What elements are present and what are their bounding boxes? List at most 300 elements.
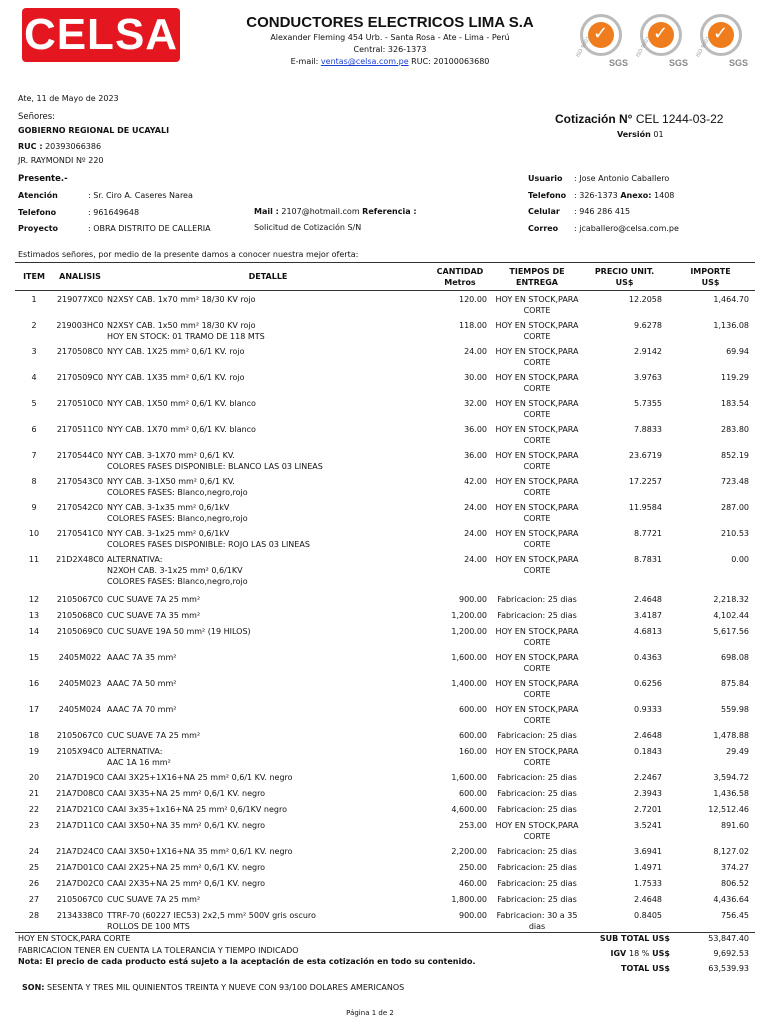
row-detail — [107, 743, 429, 769]
delivery-line: HOY EN STOCK,PARA — [495, 746, 579, 756]
row-item: 19 — [28, 746, 40, 756]
row-amount: 3,594.72 — [713, 772, 749, 782]
row-qty: 36.00 — [464, 424, 487, 434]
row-price: 12.2058 — [628, 295, 662, 304]
proyecto-value: : OBRA DISTRITO DE CALLERIA — [88, 224, 211, 233]
quote-number: CEL 1244-03-22 — [635, 112, 724, 126]
row-item: 13 — [28, 610, 40, 620]
detail-line: CAAI 3X35+NA 25 mm² 0,6/1 KV. negro — [107, 788, 266, 798]
page-number: Página 1 de 2 — [346, 1009, 394, 1017]
row-item: 15 — [28, 652, 40, 662]
detail-line: NYY CAB. 1X50 mm² 0,6/1 KV. blanco — [107, 398, 256, 408]
row-qty: 600.00 — [459, 730, 487, 740]
row-delivery — [491, 447, 583, 473]
row-qty: 253.00 — [459, 820, 487, 830]
row-price: 4.6813 — [634, 626, 662, 636]
row-item: 9 — [31, 502, 37, 512]
table-row — [15, 369, 755, 395]
row-delivery — [491, 317, 583, 343]
delivery-line: HOY EN STOCK,PARA — [495, 320, 579, 330]
delivery-line: HOY EN STOCK,PARA — [495, 652, 579, 662]
row-detail — [107, 317, 429, 343]
client-address: JR. RAYMONDI Nº 220 — [18, 156, 104, 165]
row-code: 2405M024 — [58, 704, 102, 714]
row-detail — [107, 875, 429, 891]
celular-label: Celular — [528, 207, 560, 216]
row-delivery — [491, 843, 583, 859]
row-delivery — [491, 623, 583, 649]
row-item: 11 — [28, 554, 40, 564]
row-price: 1.7533 — [634, 878, 662, 888]
row-qty: 24.00 — [464, 346, 487, 356]
row-detail — [107, 607, 429, 623]
delivery-line: CORTE — [523, 487, 551, 497]
row-qty: 42.00 — [464, 476, 487, 486]
table-row — [15, 875, 755, 891]
row-item: 7 — [31, 450, 37, 460]
row-price: 2.4648 — [634, 730, 662, 740]
row-delivery — [491, 591, 583, 607]
delivery-line: HOY EN STOCK,PARA — [495, 398, 579, 408]
row-qty: 4,600.00 — [451, 804, 487, 814]
row-qty: 1,600.00 — [451, 772, 487, 782]
note-stock: HOY EN STOCK,PARA CORTE — [18, 934, 131, 943]
row-delivery — [491, 859, 583, 875]
row-delivery — [491, 801, 583, 817]
col-precio: PRECIO UNIT. US$ — [583, 263, 666, 291]
row-amount: 756.45 — [721, 910, 749, 920]
email-label: E-mail: — [290, 57, 319, 66]
celular-value: : 946 286 415 — [574, 207, 631, 216]
row-price: 23.6719 — [628, 450, 662, 460]
row-price: 2.4648 — [634, 894, 662, 904]
row-item: 28 — [28, 910, 40, 920]
delivery-line: CORTE — [523, 663, 551, 673]
igv-value: 9,692.53 — [713, 949, 749, 958]
table-row — [15, 499, 755, 525]
detail-line: TTRF-70 (60227 IEC53) 2x2,5 mm² 500V gris oscuro — [107, 910, 316, 920]
row-code: 2170510C0 — [56, 398, 104, 408]
row-item: 21 — [28, 788, 40, 798]
row-price: 9.6278 — [634, 320, 662, 330]
row-code: 2405M022 — [58, 652, 102, 662]
row-item: 17 — [28, 704, 40, 714]
table-row — [15, 785, 755, 801]
row-delivery — [491, 769, 583, 785]
row-price: 7.8833 — [634, 424, 662, 434]
table-row — [15, 473, 755, 499]
delivery-line: HOY EN STOCK,PARA — [495, 528, 579, 538]
row-code: 219003HC0 — [56, 320, 104, 330]
delivery-line: CORTE — [523, 831, 551, 841]
company-ruc: RUC: 20100063680 — [411, 57, 490, 66]
delivery-line: HOY EN STOCK,PARA — [495, 450, 579, 460]
detail-line: CAAI 3X50+1X16+NA 35 mm² 0,6/1 KV. negro — [107, 846, 293, 856]
row-code: 21A7D02C0 — [56, 878, 104, 888]
table-row — [15, 817, 755, 843]
delivery-line: CORTE — [523, 383, 551, 393]
row-qty: 24.00 — [464, 528, 487, 538]
table-row — [15, 607, 755, 623]
detail-line: ROLLOS DE 100 MTS — [107, 921, 190, 931]
company-name: CONDUCTORES ELECTRICOS LIMA S.A — [246, 14, 534, 31]
row-code: 21A7D11C0 — [56, 820, 104, 830]
row-item: 23 — [28, 820, 40, 830]
row-price: 0.6256 — [634, 678, 662, 688]
row-price: 8.7721 — [634, 528, 662, 538]
row-code: 2105067C0 — [56, 594, 104, 604]
col-detalle: DETALLE — [107, 263, 429, 291]
row-code: 21A7D08C0 — [56, 788, 104, 798]
row-delivery — [491, 701, 583, 727]
table-row — [15, 551, 755, 591]
client-ruc: RUC : 20393066386 — [18, 142, 102, 151]
row-price: 3.9763 — [634, 372, 662, 382]
row-item: 26 — [28, 878, 40, 888]
company-address: Alexander Fleming 454 Urb. - Santa Rosa - Ate - Lima - Perú — [270, 33, 510, 42]
row-detail — [107, 859, 429, 875]
row-code: 2105X94C0 — [56, 746, 104, 756]
row-qty: 24.00 — [464, 502, 487, 512]
delivery-line: Fabricacion: 25 dias — [497, 894, 577, 904]
table-row — [15, 291, 755, 317]
delivery-line: HOY EN STOCK,PARA — [495, 346, 579, 356]
row-price: 2.2467 — [634, 772, 662, 782]
row-code: 21A7D01C0 — [56, 862, 104, 872]
row-detail — [107, 727, 429, 743]
row-price: 5.7355 — [634, 398, 662, 408]
table-row — [15, 395, 755, 421]
row-detail — [107, 499, 429, 525]
table-row — [15, 743, 755, 769]
detail-line: N2XSY CAB. 1x70 mm² 18/30 KV rojo — [107, 295, 256, 304]
row-amount: 374.27 — [721, 862, 749, 872]
row-detail — [107, 551, 429, 591]
table-row — [15, 907, 755, 933]
row-qty: 1,200.00 — [451, 626, 487, 636]
row-delivery — [491, 891, 583, 907]
row-code: 2170511C0 — [56, 424, 104, 434]
detail-line: COLORES FASES DISPONIBLE: BLANCO LAS 03 LINEAS — [107, 461, 323, 471]
row-item: 10 — [28, 528, 40, 538]
detail-line: ALTERNATIVA: — [107, 746, 163, 756]
row-amount: 4,102.44 — [713, 610, 749, 620]
delivery-line: Fabricacion: 25 dias — [497, 878, 577, 888]
table-row — [15, 701, 755, 727]
row-amount: 806.52 — [721, 878, 749, 888]
row-price: 2.3943 — [634, 788, 662, 798]
document-date: Ate, 11 de Mayo de 2023 — [18, 94, 119, 103]
row-item: 8 — [31, 476, 37, 486]
mail-row: Mail : 2107@hotmail.com Referencia : — [254, 207, 417, 216]
row-delivery — [491, 785, 583, 801]
row-amount: 69.94 — [726, 346, 749, 356]
totals-divider — [15, 932, 755, 933]
delivery-line: CORTE — [523, 409, 551, 419]
row-qty: 600.00 — [459, 788, 487, 798]
row-code: 219077XC0 — [56, 295, 104, 304]
table-row — [15, 343, 755, 369]
row-price: 3.4187 — [634, 610, 662, 620]
items-table — [15, 262, 755, 933]
row-delivery — [491, 875, 583, 891]
row-price: 2.9142 — [634, 346, 662, 356]
delivery-line: CORTE — [523, 331, 551, 341]
row-detail — [107, 591, 429, 607]
correo-label: Correo — [528, 224, 559, 233]
row-detail — [107, 623, 429, 649]
row-code: 2134338C0 — [56, 910, 104, 920]
table-row — [15, 447, 755, 473]
row-item: 12 — [28, 594, 40, 604]
row-qty: 1,200.00 — [451, 610, 487, 620]
row-detail — [107, 785, 429, 801]
client-name: GOBIERNO REGIONAL DE UCAYALI — [18, 126, 170, 135]
detail-line: AAC 1A 16 mm² — [107, 757, 171, 767]
delivery-line: Fabricacion: 25 dias — [497, 788, 577, 798]
delivery-line: CORTE — [523, 539, 551, 549]
amount-in-words: SON: SESENTA Y TRES MIL QUINIENTOS TREINTA Y NUEVE CON 93/100 DOLARES AMERICANOS — [22, 983, 405, 992]
detail-line: CAAI 3x35+1x16+NA 25 mm² 0,6/1KV negro — [107, 804, 287, 814]
salutation: Señores: — [18, 112, 56, 122]
delivery-line: Fabricacion: 25 dias — [497, 730, 577, 740]
table-row — [15, 317, 755, 343]
delivery-line: CORTE — [523, 306, 551, 315]
row-delivery — [491, 817, 583, 843]
row-amount: 119.29 — [721, 372, 749, 382]
row-qty: 1,600.00 — [451, 652, 487, 662]
row-delivery — [491, 607, 583, 623]
detail-line: AAAC 7A 50 mm² — [107, 678, 177, 688]
row-amount: 1,436.58 — [713, 788, 749, 798]
row-detail — [107, 817, 429, 843]
detail-line: COLORES FASES: Blanco,negro,rojo — [107, 513, 248, 523]
row-price: 1.4971 — [634, 862, 662, 872]
usuario-value: : Jose Antonio Caballero — [574, 174, 670, 183]
delivery-line: CORTE — [523, 757, 551, 767]
delivery-line: HOY EN STOCK,PARA — [495, 704, 579, 714]
row-code: 21A7D21C0 — [56, 804, 104, 814]
row-price: 0.4363 — [634, 652, 662, 662]
delivery-line: HOY EN STOCK,PARA — [495, 554, 579, 564]
delivery-line: Fabricacion: 25 dias — [497, 846, 577, 856]
row-qty: 1,400.00 — [451, 678, 487, 688]
row-delivery — [491, 369, 583, 395]
detail-line: AAAC 7A 70 mm² — [107, 704, 177, 714]
delivery-line: CORTE — [523, 637, 551, 647]
telefono-label: Telefono — [18, 208, 57, 217]
table-row — [15, 623, 755, 649]
row-code: 2105067C0 — [56, 730, 104, 740]
row-item: 18 — [28, 730, 40, 740]
row-delivery — [491, 675, 583, 701]
delivery-line: HOY EN STOCK,PARA — [495, 626, 579, 636]
referencia-value: Solicitud de Cotización S/N — [254, 223, 362, 232]
row-detail — [107, 701, 429, 727]
table-row — [15, 591, 755, 607]
col-item: ITEM — [15, 263, 53, 291]
row-detail — [107, 769, 429, 785]
row-amount: 852.19 — [721, 450, 749, 460]
row-amount: 210.53 — [721, 528, 749, 538]
row-price: 11.9584 — [628, 502, 662, 512]
note-fabricacion: FABRICACION TENER EN CUENTA LA TOLERANCIA Y TIEMPO INDICADO — [18, 946, 299, 955]
email-link[interactable]: ventas@celsa.com.pe — [320, 57, 409, 66]
delivery-line: CORTE — [523, 565, 551, 575]
row-detail — [107, 291, 429, 317]
row-delivery — [491, 525, 583, 551]
delivery-line: HOY EN STOCK,PARA — [495, 295, 579, 304]
row-delivery — [491, 395, 583, 421]
row-amount: 1,136.08 — [713, 320, 749, 330]
row-price: 8.7831 — [634, 554, 662, 564]
row-qty: 1,800.00 — [451, 894, 487, 904]
detail-line: CAAI 2X35+NA 25 mm² 0,6/1 KV. negro — [107, 878, 266, 888]
row-amount: 875.84 — [721, 678, 749, 688]
delivery-line: Fabricacion: 25 dias — [497, 610, 577, 620]
row-detail — [107, 421, 429, 447]
detail-line: CUC SUAVE 7A 35 mm² — [107, 610, 201, 620]
sgs-seal-icon: ✓ ISO 9001 SGS — [572, 14, 630, 68]
col-entrega: TIEMPOS DE ENTREGA — [491, 263, 583, 291]
detail-line: COLORES FASES DISPONIBLE: ROJO LAS 03 LINEAS — [107, 539, 310, 549]
row-detail — [107, 369, 429, 395]
row-price: 17.2257 — [628, 476, 662, 486]
delivery-line: CORTE — [523, 513, 551, 523]
delivery-line: HOY EN STOCK,PARA — [495, 820, 579, 830]
detail-line: CUC SUAVE 7A 25 mm² — [107, 594, 201, 604]
total-label: TOTAL US$ — [621, 964, 670, 973]
row-price: 3.5241 — [634, 820, 662, 830]
row-code: 2405M023 — [58, 678, 102, 688]
row-item: 22 — [28, 804, 40, 814]
row-detail — [107, 395, 429, 421]
delivery-line: CORTE — [523, 461, 551, 471]
detail-line: CUC SUAVE 19A 50 mm² (19 HILOS) — [107, 626, 251, 636]
row-code: 21A7D19C0 — [56, 772, 104, 782]
row-qty: 24.00 — [464, 554, 487, 564]
row-detail — [107, 843, 429, 859]
delivery-line: HOY EN STOCK,PARA — [495, 502, 579, 512]
row-price: 2.4648 — [634, 594, 662, 604]
row-delivery — [491, 743, 583, 769]
row-qty: 36.00 — [464, 450, 487, 460]
detail-line: CAAI 2X25+NA 25 mm² 0,6/1 KV. negro — [107, 862, 266, 872]
atencion-value: : Sr. Ciro A. Caseres Narea — [88, 191, 193, 200]
detail-line: NYY CAB. 3-1x35 mm² 0,6/1kV — [107, 502, 230, 512]
row-amount: 12,512.46 — [708, 804, 749, 814]
row-item: 14 — [28, 626, 40, 636]
row-item: 2 — [31, 320, 37, 330]
row-amount: 698.08 — [721, 652, 749, 662]
table-row — [15, 843, 755, 859]
row-item: 20 — [28, 772, 40, 782]
proyecto-label: Proyecto — [18, 224, 59, 233]
row-qty: 600.00 — [459, 704, 487, 714]
row-qty: 30.00 — [464, 372, 487, 382]
quote-title: Cotización N° CEL 1244-03-22 — [555, 112, 724, 126]
table-row — [15, 727, 755, 743]
row-item: 1 — [31, 295, 37, 304]
row-delivery — [491, 649, 583, 675]
row-amount: 183.54 — [721, 398, 749, 408]
row-delivery — [491, 727, 583, 743]
detail-line: NYY CAB. 1X35 mm² 0,6/1 KV. rojo — [107, 372, 245, 382]
col-importe: IMPORTE US$ — [666, 263, 755, 291]
sgs-seal-icon: ✓ ISO 9001 SGS — [632, 14, 690, 68]
table-row — [15, 769, 755, 785]
col-cantidad: CANTIDAD Metros — [429, 263, 491, 291]
detail-line: CAAI 3X25+1X16+NA 25 mm² 0,6/1 KV. negro — [107, 772, 293, 782]
row-delivery — [491, 499, 583, 525]
row-code: 2170544C0 — [56, 450, 104, 460]
seller-telefono-value: : 326-1373 Anexo: 1408 — [574, 191, 675, 200]
row-detail — [107, 801, 429, 817]
row-code: 2170509C0 — [56, 372, 104, 382]
atencion-label: Atención — [18, 191, 58, 200]
row-qty: 118.00 — [459, 320, 487, 330]
detail-line: HOY EN STOCK: 01 TRAMO DE 118 MTS — [107, 331, 265, 341]
telefono-value: : 961649648 — [88, 208, 140, 217]
delivery-line: Fabricacion: 25 dias — [497, 594, 577, 604]
row-amount: 4,436.64 — [713, 894, 749, 904]
detail-line: CUC SUAVE 7A 25 mm² — [107, 730, 201, 740]
correo-value: : jcaballero@celsa.com.pe — [574, 224, 679, 233]
row-item: 24 — [28, 846, 40, 856]
row-price: 0.8405 — [634, 910, 662, 920]
detail-line: CAAI 3X50+NA 35 mm² 0,6/1 KV. negro — [107, 820, 266, 830]
row-amount: 5,617.56 — [713, 626, 749, 636]
detail-line: AAAC 7A 35 mm² — [107, 652, 177, 662]
row-detail — [107, 907, 429, 933]
row-price: 3.6941 — [634, 846, 662, 856]
row-detail — [107, 649, 429, 675]
row-qty: 120.00 — [459, 295, 487, 304]
row-detail — [107, 891, 429, 907]
detail-line: NYY CAB. 1X25 mm² 0,6/1 KV. rojo — [107, 346, 245, 356]
delivery-line: dias — [528, 921, 546, 931]
subtotal-value: 53,847.40 — [708, 934, 749, 943]
table-row — [15, 421, 755, 447]
row-delivery — [491, 291, 583, 317]
col-analisis: ANALISIS — [53, 263, 107, 291]
row-code: 2170508C0 — [56, 346, 104, 356]
row-detail — [107, 473, 429, 499]
row-item: 3 — [31, 346, 37, 356]
row-amount: 723.48 — [721, 476, 749, 486]
row-price: 0.9333 — [634, 704, 662, 714]
row-code: 21D2X48C0 — [56, 554, 104, 564]
row-amount: 29.49 — [726, 746, 749, 756]
delivery-line: Fabricacion: 25 dias — [497, 862, 577, 872]
row-code: 2170542C0 — [56, 502, 104, 512]
delivery-line: Fabricacion: 30 a 35 — [496, 910, 578, 920]
delivery-line: HOY EN STOCK,PARA — [495, 372, 579, 382]
total-value: 63,539.93 — [708, 964, 749, 973]
row-qty: 160.00 — [459, 746, 487, 756]
celsa-logo: CELSA — [22, 8, 180, 62]
delivery-line: CORTE — [523, 357, 551, 367]
row-item: 5 — [31, 398, 37, 408]
row-qty: 32.00 — [464, 398, 487, 408]
usuario-label: Usuario — [528, 174, 563, 183]
row-amount: 559.98 — [721, 704, 749, 714]
row-code: 2170541C0 — [56, 528, 104, 538]
detail-line: N2XOH CAB. 3-1x25 mm² 0,6/1KV — [107, 565, 243, 575]
row-qty: 460.00 — [459, 878, 487, 888]
delivery-line: HOY EN STOCK,PARA — [495, 678, 579, 688]
row-item: 6 — [31, 424, 37, 434]
